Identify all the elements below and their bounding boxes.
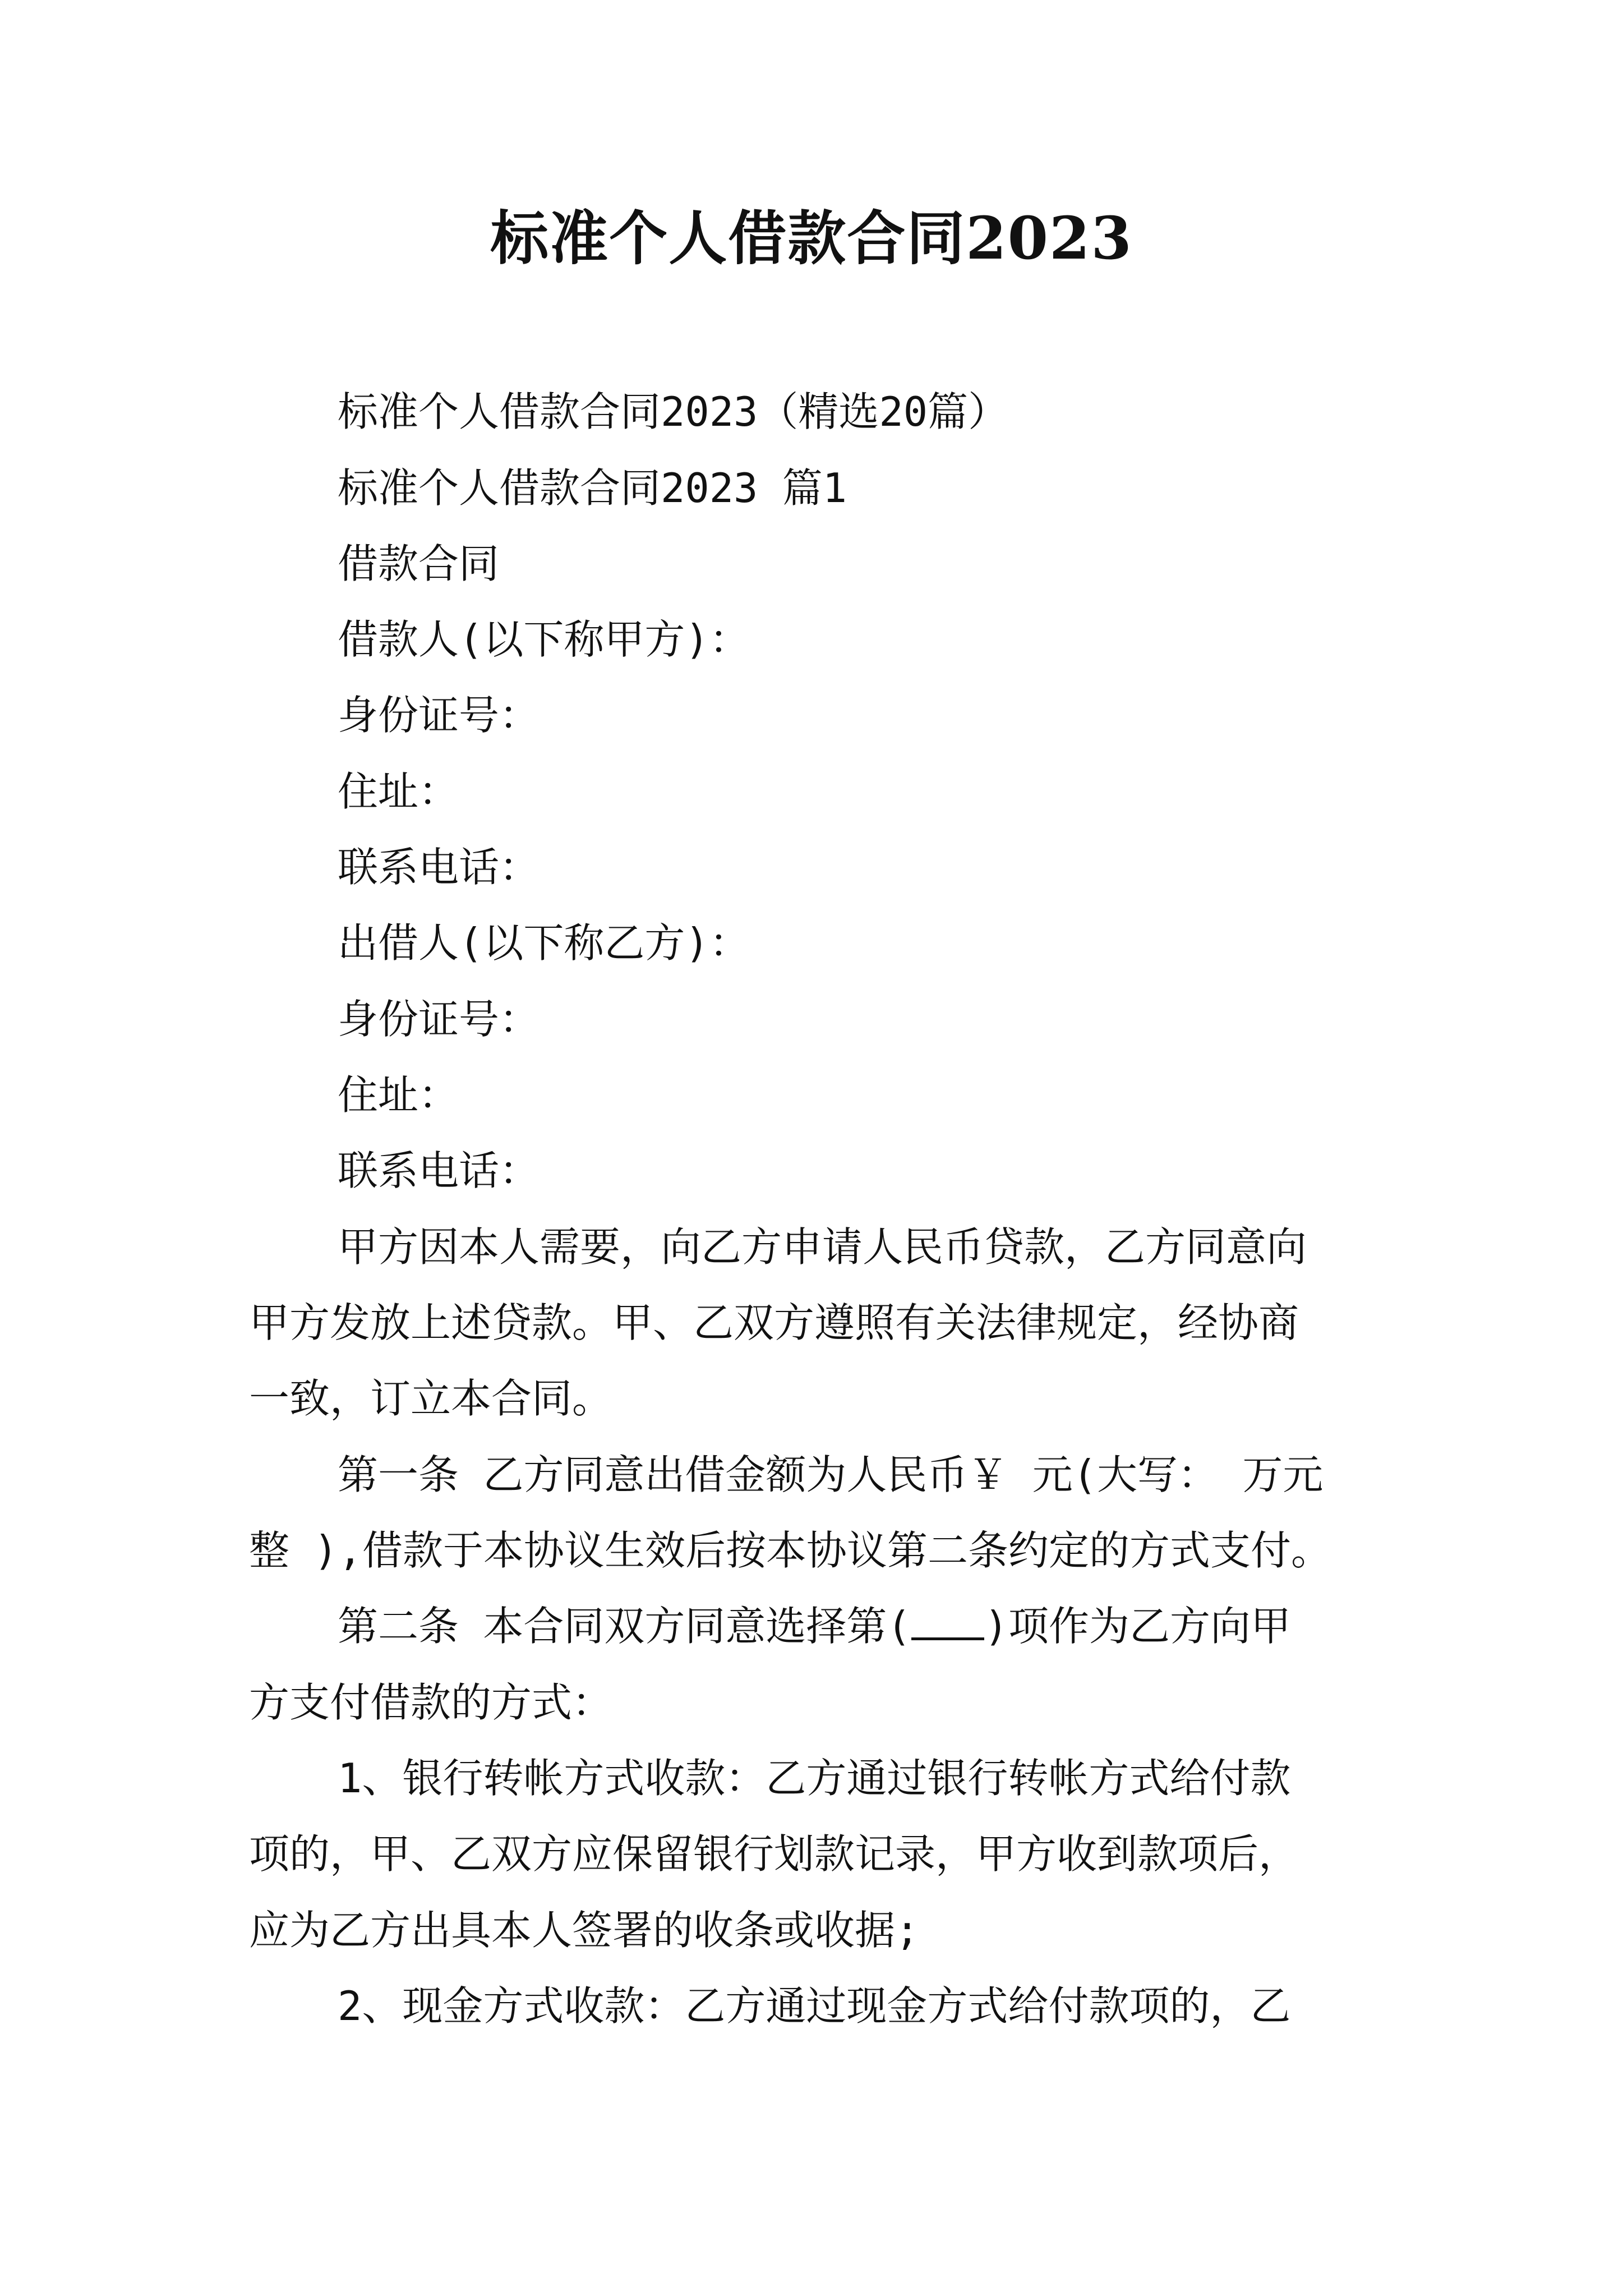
paragraph-1-line-1: 甲方因本人需要，向乙方申请人民币贷款，乙方同意向 — [338, 1223, 1307, 1271]
method-2-line-1: 2、现金方式收款：乙方通过现金方式给付款项的，乙 — [338, 1982, 1291, 2030]
article-1-line-2: 整 ),借款于本协议生效后按本协议第二条约定的方式支付。 — [249, 1527, 1332, 1574]
line-lender: 出借人(以下称乙方)： — [338, 919, 750, 967]
line-lender-phone: 联系电话： — [338, 1147, 540, 1194]
paragraph-1-line-2: 甲方发放上述贷款。甲、乙双方遵照有关法律规定，经协商 — [249, 1299, 1299, 1346]
line-borrower-id: 身份证号： — [338, 692, 540, 739]
method-1-line-2: 项的，甲、乙双方应保留银行划款记录，甲方收到款项后， — [249, 1830, 1299, 1878]
line-contract-title: 借款合同 — [338, 540, 500, 587]
line-borrower-address: 住址： — [338, 768, 459, 815]
article-1-line-1: 第一条 乙方同意出借金额为人民币￥ 元(大写： 万元 — [338, 1451, 1324, 1498]
method-1-line-1: 1、银行转帐方式收款：乙方通过银行转帐方式给付款 — [338, 1755, 1291, 1802]
document-title: 标准个人借款合同2023 — [490, 204, 1133, 273]
line-borrower: 借款人(以下称甲方)： — [338, 616, 750, 663]
line-intro: 标准个人借款合同2023（精选20篇） — [338, 388, 1009, 435]
line-borrower-phone: 联系电话： — [338, 844, 540, 891]
line-lender-id: 身份证号： — [338, 996, 540, 1043]
paragraph-1-line-3: 一致，订立本合同。 — [249, 1375, 613, 1422]
article-2-text-after: )项作为乙方向甲 — [984, 1603, 1292, 1650]
method-1-line-3: 应为乙方出具本人签署的收条或收据; — [249, 1907, 920, 1954]
option-blank — [911, 1603, 984, 1640]
line-lender-address: 住址： — [338, 1071, 459, 1119]
article-2-text-before: 第二条 本合同双方同意选择第( — [338, 1603, 911, 1650]
line-part-heading: 标准个人借款合同2023 篇1 — [338, 464, 847, 512]
article-2-line-1 — [338, 1598, 1291, 1654]
article-2-line-2: 方支付借款的方式： — [249, 1679, 613, 1726]
